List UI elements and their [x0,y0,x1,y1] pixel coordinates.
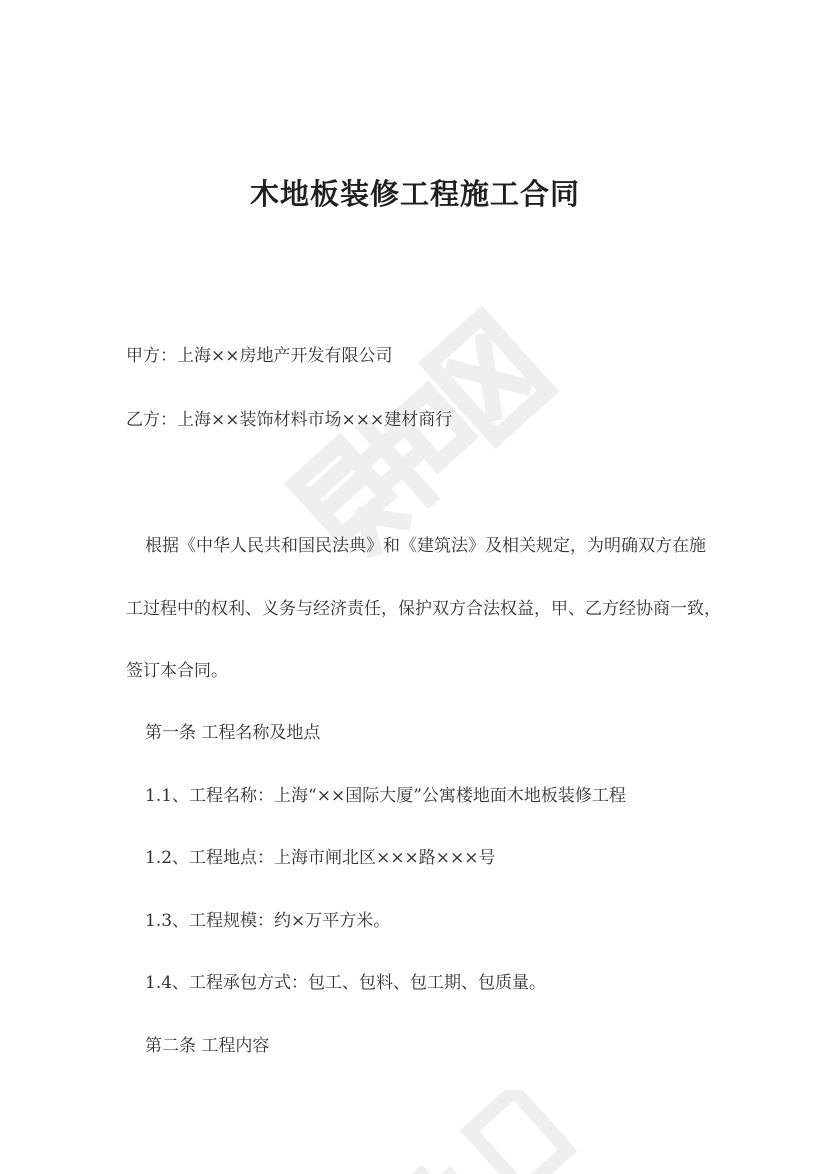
party-a: 甲方：上海××房地产开发有限公司 [126,346,393,366]
item-1-2: 1.2、工程地点：上海市闸北区×××路×××号 [145,848,496,868]
item-1-3: 1.3、工程规模：约×万平方米。 [145,911,391,931]
watermark-logo-lower [330,1090,590,1174]
item-1-4: 1.4、工程承包方式：包工、包料、包工期、包质量。 [145,973,547,993]
contract-title: 木地板装修工程施工合同 [249,177,580,211]
preamble-line-3: 签订本合同。 [126,661,228,681]
item-1-1: 1.1、工程名称：上海“××国际大厦”公寓楼地面木地板装修工程 [145,786,626,806]
party-b: 乙方：上海××装饰材料市场×××建材商行 [126,410,453,430]
preamble-line-2: 工过程中的权利、义务与经济责任，保护双方合法权益，甲、乙方经协商一致， [126,599,721,619]
article-1-heading: 第一条 工程名称及地点 [145,723,321,743]
preamble-line-1: 根据《中华人民共和国民法典》和《建筑法》及相关规定，为明确双方在施 [145,536,706,556]
article-2-heading: 第二条 工程内容 [145,1036,270,1056]
